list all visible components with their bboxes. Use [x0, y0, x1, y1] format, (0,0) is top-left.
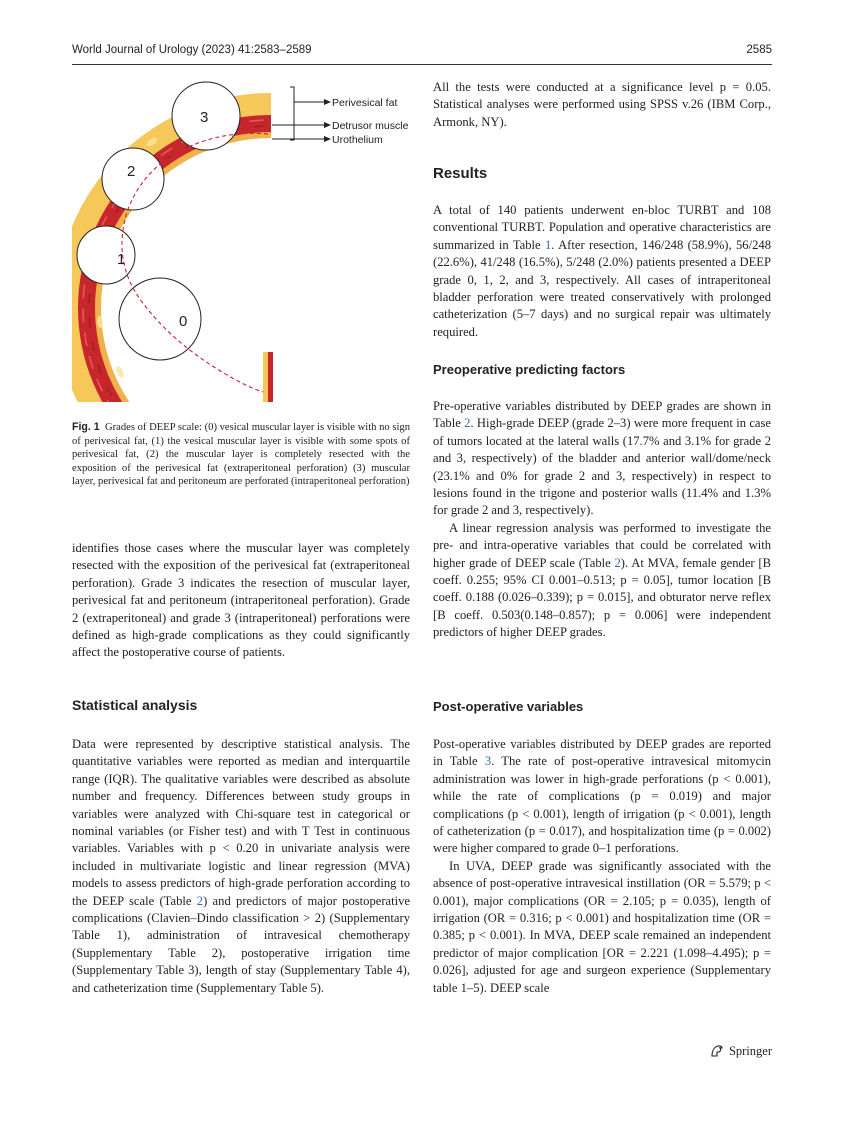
subsection-heading: Post-operative variables: [433, 699, 584, 714]
results-paragraph: [433, 202, 771, 341]
paragraph-text: Pre-operative variables distributed by DEEP grades are shown in Table 2. High-grade DEEP (grade 2–3) were more frequent in case of tumors located at the lateral walls (17.7% and 3.1% for grade 2 and 3, respectively) of the bladder and anterior wall/dome/neck (23.1% and 0% for grade 2 and 3, respectively) in respect to lesions found in the trigone and posterior walls (11.4% and 1.3% for grade 2 and 3, respectively).: [433, 399, 772, 518]
table-ref-link[interactable]: 3: [484, 754, 492, 769]
detrusor-muscle-label: Detrusor muscle: [332, 120, 409, 132]
paragraph-text: identifies those cases where the muscular layer was completely resected with the exposition of the perivesical fat (extraperitoneal perforation). Grade 3 indicates the resection of muscular layer, perivesical fat and peritoneum (intraperitoneal perforation). Grade 2 (extraperitoneal) and grade 3 (intraperitoneal) perforations were defined as high-grade complications as they could significantly affect the postoperative course of patients.: [72, 541, 410, 660]
right-column-intro: [433, 79, 771, 131]
layer-bracket: [290, 87, 294, 140]
paragraph-text: A total of 140 patients underwent en-bloc TURBT and 108 conventional TURBT. Population and operative characteristics are summarized in Table 1. After resection, 146/248 (58.9%), 56/248 (22.6%), 41/248 (16.5%), 5/248 (2.0%) patients presented a DEEP grade 0, 1, 2, and 3, respectively. All cases of intraperitoneal bladder perforation were treated conservatively with prolonged catheterization (5–7 days) and no surgical repair was ultimately required.: [433, 203, 771, 339]
perivesical-fat-label: Perivesical fat: [332, 97, 398, 109]
paragraph-text: In UVA, DEEP grade was significantly associated with the absence of post-operative intravesical instillation (OR = 5.579; p < 0.001), major complications (OR = 2.105; p = 0.035), length of irrigation (OR = 0.316; p < 0.001) and hospitalization time (OR = 0.385; p < 0.001). In MVA, DEEP scale remained an independent predictor of major complication [OR = 2.221 (1.098–4.495); p = 0.026], adjusted for age and surgeon experience (Supplementary table 1–5). DEEP scale: [433, 858, 771, 995]
statistical-analysis-paragraph: [72, 736, 410, 997]
section-heading: Statistical analysis: [72, 697, 198, 713]
figure-1-deep-scale-diagram: [72, 72, 417, 402]
running-header: [72, 44, 772, 64]
postoperative-paragraphs: [433, 736, 771, 997]
paragraph-text: A linear regression analysis was performed to investigate the pre- and intra-operative variables that could be correlated with higher grade of DEEP scale (Table 2). At MVA, female gender [B coeff. 0.255; 95% CI 0.001–0.513; p = 0.05], tumor location [B coeff. 0.188 (0.026–0.339); p = 0.015], and obturator nerve reflex [B coeff. 0.503(0.148–0.857); p = 0.006] were independent predictors of higher DEEP grades.: [433, 520, 771, 640]
preoperative-paragraphs: [433, 398, 771, 642]
grade-3-label: 3: [200, 109, 209, 126]
table-ref-link[interactable]: 2: [196, 893, 204, 908]
grade-1-label: 1: [117, 251, 126, 268]
figure-caption-text: Grades of DEEP scale: (0) vesical muscular layer is visible with no sign of perivesical fat, (1) the vesical muscular layer is visible with some spots of perivesical fat, (2) the muscular layer is completely resected with the exposition of the perivesical fat (extraperitoneal perforation) (3) muscular layer, perivesical fat and peritoneum are perforated (intraperitoneal perforation): [72, 422, 411, 488]
postoperative-section: [433, 698, 771, 715]
grade-0-cavity: [119, 278, 201, 360]
urothelium-label: Urothelium: [332, 134, 383, 146]
figure-1-caption: [72, 421, 410, 489]
preoperative-section: [433, 361, 771, 378]
grade-1-cavity: [77, 226, 135, 284]
table-ref-link[interactable]: 2: [614, 555, 621, 570]
statistical-analysis-section: [72, 697, 410, 714]
subsection-heading: Preoperative predicting factors: [433, 362, 626, 377]
left-column-paragraph-1: [72, 540, 410, 662]
publisher-name: Springer: [728, 1043, 772, 1058]
grade-2-label: 2: [127, 163, 136, 180]
journal-citation: World Journal of Urology (2023) 41:2583–2589: [72, 44, 312, 56]
page-number: 2585: [746, 44, 772, 56]
publisher-footer: [709, 1043, 772, 1059]
header-rule: [72, 64, 772, 65]
paragraph-text: All the tests were conducted at a significance level p = 0.05. Statistical analyses were performed using SPSS v.26 (IBM Corp., Armonk, NY).: [433, 80, 771, 129]
paragraph-text: Data were represented by descriptive statistical analysis. The quantitative variables were reported as median and interquartile range (IQR). The qualitative variables were described as absolute number and frequency. Differences between study groups in variables were analyzed with Chi-square test in categorical or nominal variables (or Fisher test) and with T Test in continuous variables. Variables with p < 0.20 in univariate analysis were included in multivariate logistic and linear regression (MVA) models to assess predictors of high-grade perforation according to the DEEP scale (Table 2) and predictors of major postoperative complications (Clavien–Dindo classification > 2) (Supplementary Table 1), administration of intravesical chemotherapy (Supplementary Table 2), postoperative irrigation time (Supplementary Table 3), length of stay (Supplementary Table 4), and catheterization time (Supplementary Table 5).: [72, 737, 411, 995]
section-heading: Results: [433, 165, 488, 182]
table-ref-link[interactable]: 2: [464, 416, 471, 431]
figure-label: Fig. 1: [72, 421, 100, 433]
table-ref-link[interactable]: 1: [544, 237, 552, 252]
paragraph-text: Post-operative variables distributed by DEEP grades are reported in Table 3. The rate of post-operative intravesical mitomycin administration was lower in high-grade perforations (p < 0.001), while the rate of complications (p = 0.019) and major complications (p < 0.001), length of irrigation (p < 0.001), length of catheterization (p = 0.017), and hospitalization time (p = 0.002) were higher compared to grade 0–1 perforations.: [433, 737, 772, 856]
results-section: [433, 165, 771, 182]
grade-0-label: 0: [179, 313, 188, 330]
springer-horse-icon: [709, 1043, 725, 1059]
